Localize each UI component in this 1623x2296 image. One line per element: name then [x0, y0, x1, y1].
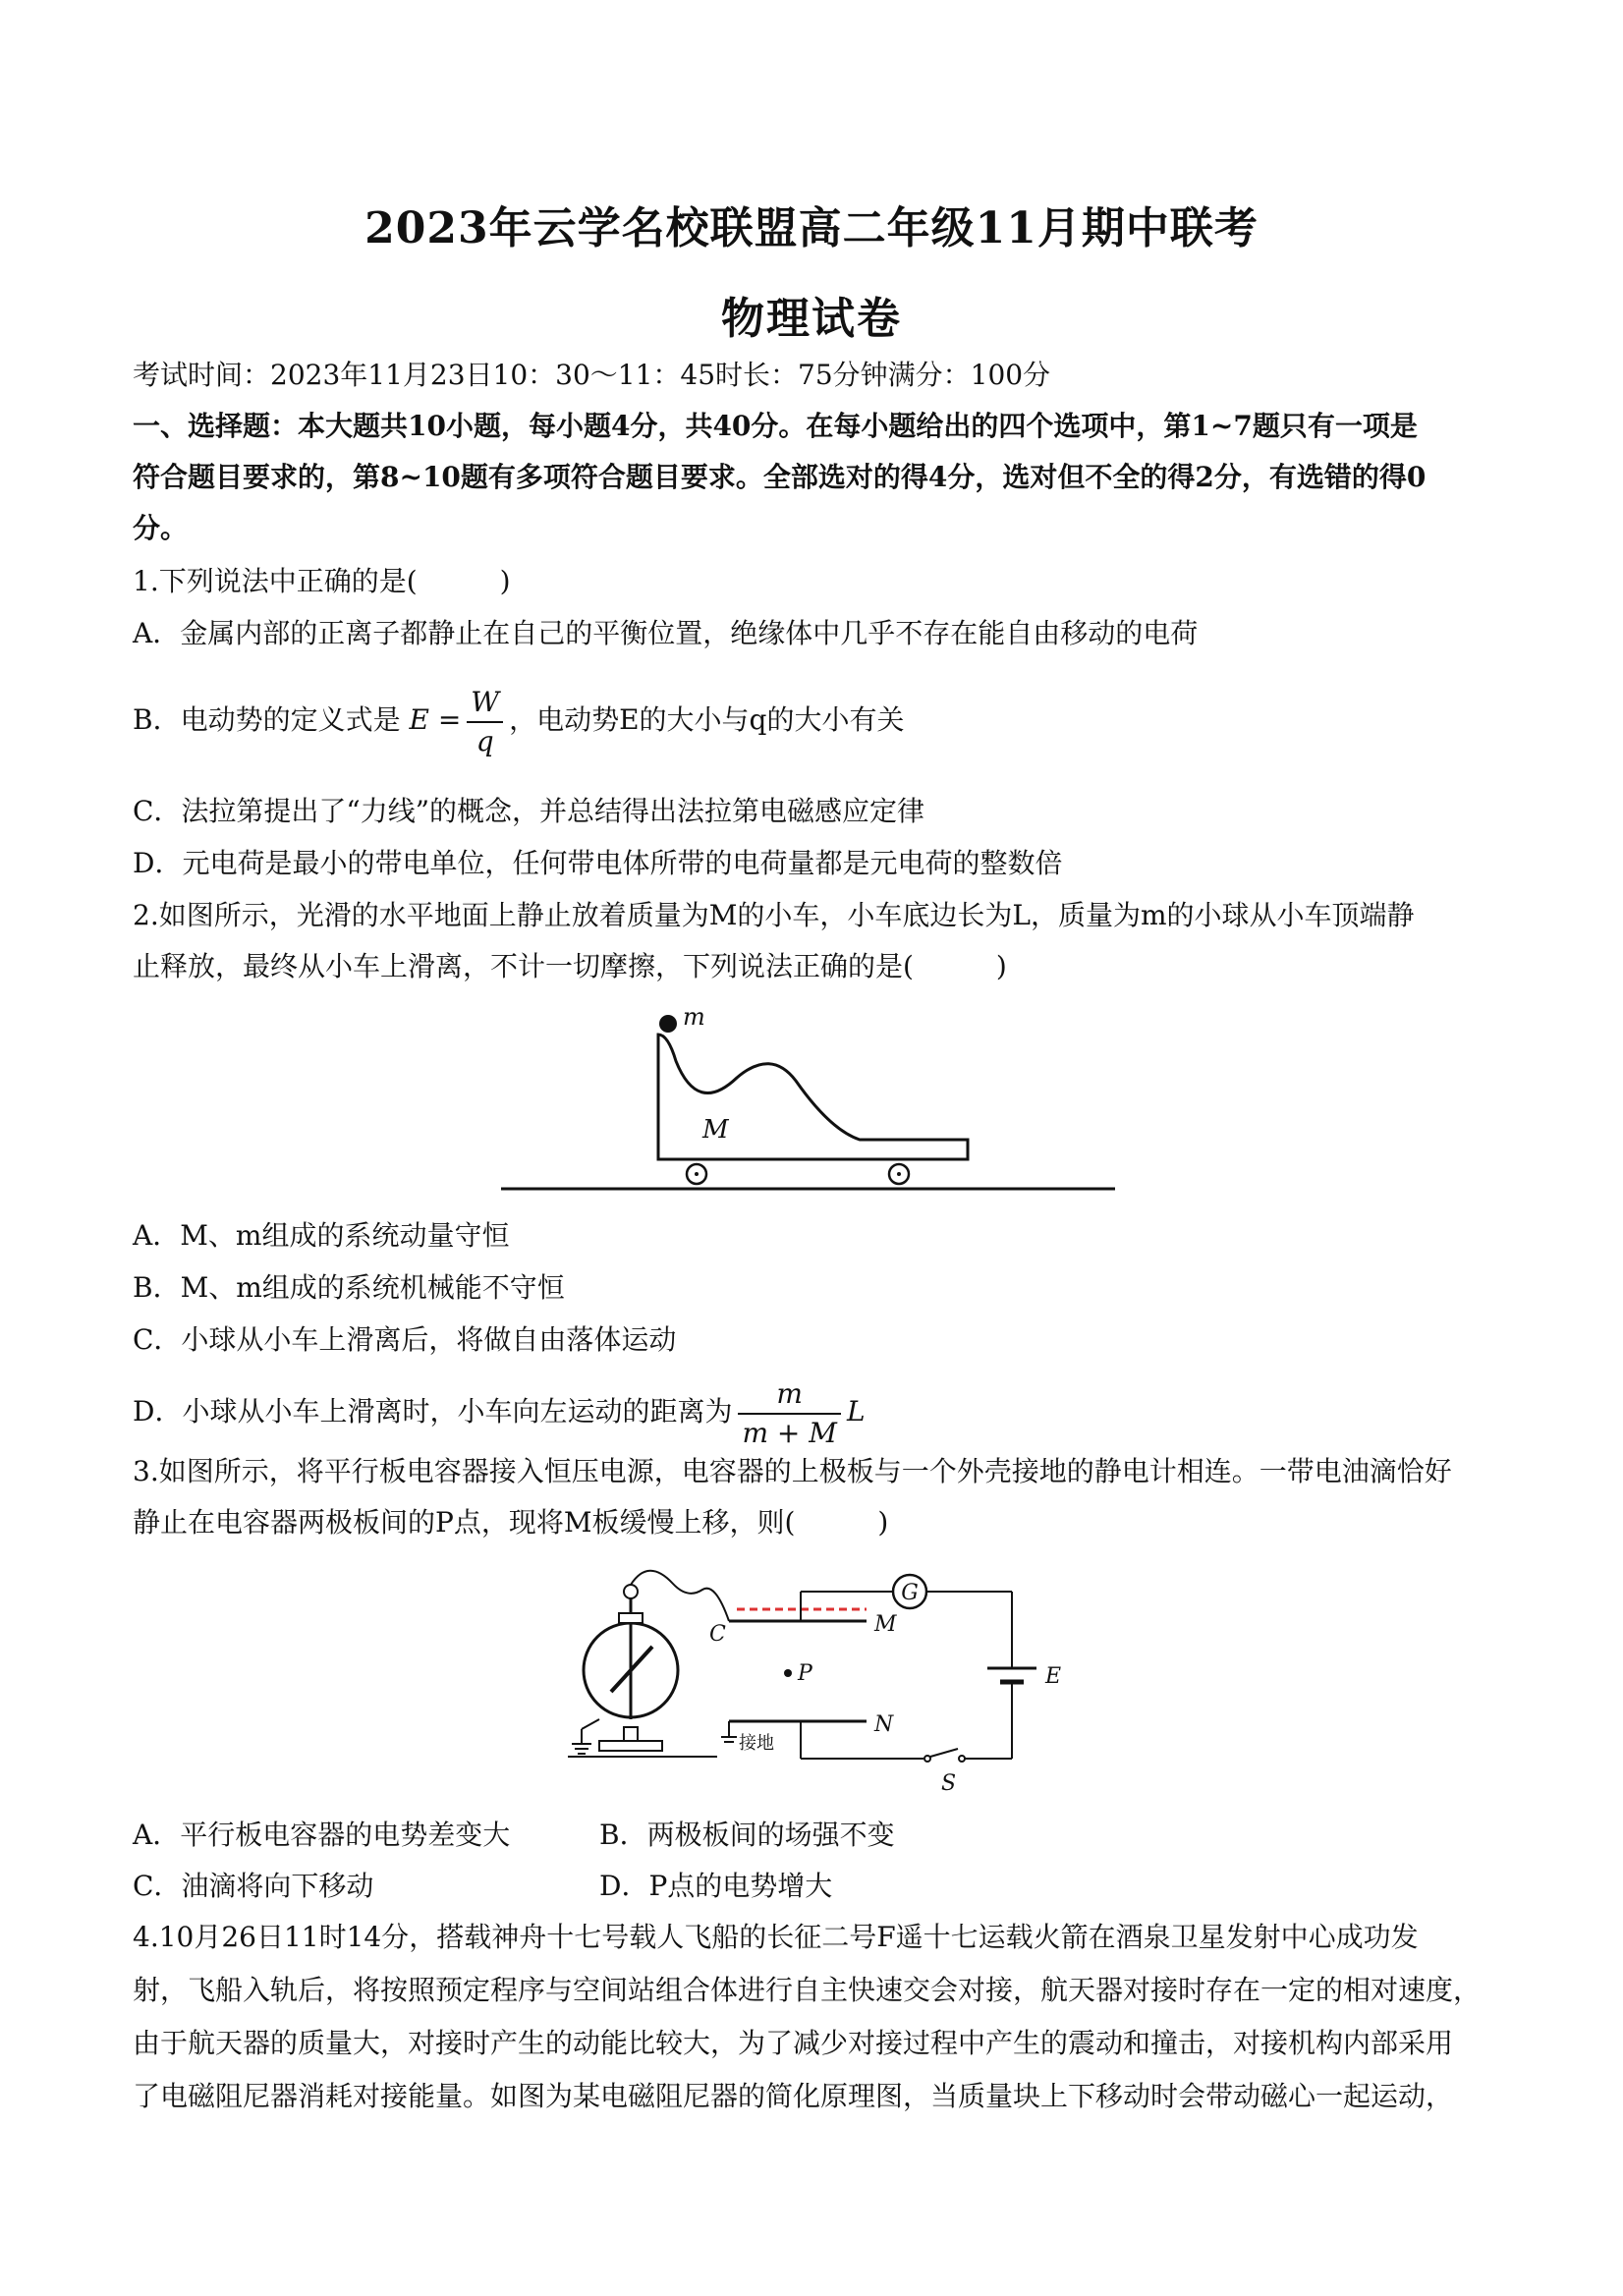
question-2-stem-line-2: 止释放，最终从小车上滑离，不计一切摩擦，下列说法正确的是( ): [133, 950, 1007, 982]
capacitor-circuit-diagram: [560, 1562, 1071, 1808]
exam-info: 考试时间：2023年11月23日10：30～11：45时长：75分钟满分：100分: [133, 359, 1051, 391]
cart-ball-diagram: [501, 1007, 1120, 1204]
section-1-instructions-line-2: 符合题目要求的，第8~10题有多项符合题目要求。全部选对的得4分，选对但不全的得2分，有选错的得0: [133, 461, 1427, 493]
plate-m-label: M: [874, 1612, 897, 1637]
distance-fraction: $\frac{m}{m + M}$: [738, 1375, 840, 1452]
question-1-option-b: B．电动势的定义式是 E = $\frac{W}{q}$ ，电动势E的大小与q的大小有关: [133, 676, 1508, 764]
question-3-option-b: B．两极板间的场强不变: [599, 1819, 895, 1851]
question-3-stem-line-1: 3.如图所示，将平行板电容器接入恒压电源，电容器的上极板与一个外壳接地的静电计相连。一带电油滴恰好: [133, 1455, 1452, 1487]
question-2-option-a: A．M、m组成的系统动量守恒: [133, 1219, 510, 1252]
question-1-stem: 1.下列说法中正确的是( ): [133, 565, 511, 597]
switch-label: S: [941, 1771, 957, 1796]
emf-fraction: $\frac{W}{q}$: [467, 684, 503, 760]
question-4-stem-line-2: 射，飞船入轨后，将按照预定程序与空间站组合体进行自主快速交会对接，航天器对接时存在一定的相对速度，: [133, 1974, 1482, 2006]
question-1-option-c: C．法拉第提出了“力线”的概念，并总结得出法拉第电磁感应定律: [133, 795, 925, 827]
question-4-stem-line-1: 4.10月26日11时14分，搭载神舟十七号载人飞船的长征二号F遥十七运载火箭在酒泉卫星发射中心成功发: [133, 1921, 1419, 1953]
ground-label: 接地: [739, 1733, 774, 1754]
question-2-option-b: B．M、m组成的系统机械能不守恒: [133, 1271, 565, 1304]
exam-subject: 物理试卷: [721, 294, 902, 344]
question-3-stem-line-2: 静止在电容器两极板间的P点，现将M板缓慢上移，则( ): [133, 1506, 889, 1539]
ball-mass-label: m: [683, 1007, 705, 1031]
question-4-stem-line-4: 了电磁阻尼器消耗对接能量。如图为某电磁阻尼器的简化原理图，当质量块上下移动时会带动磁心一起运动，: [133, 2080, 1454, 2112]
question-1-option-d: D．元电荷是最小的带电单位，任何带电体所带的电荷量都是元电荷的整数倍: [133, 847, 1063, 879]
question-2-option-d: D．小球从小车上滑离时，小车向左运动的距离为 $\frac{m}{m + M}$ L: [133, 1368, 1508, 1456]
question-2-stem-line-1: 2.如图所示，光滑的水平地面上静止放着质量为M的小车，小车底边长为L，质量为m的小球从小车顶端静: [133, 899, 1415, 931]
battery-label: E: [1045, 1664, 1062, 1689]
point-p-label: P: [798, 1661, 812, 1686]
exam-title: 2023年云学名校联盟高二年级11月期中联考: [364, 203, 1259, 253]
plate-c-label: C: [709, 1622, 726, 1647]
question-1-option-a: A．金属内部的正离子都静止在自己的平衡位置，绝缘体中几乎不存在能自由移动的电荷: [133, 617, 1199, 649]
plate-n-label: N: [874, 1712, 894, 1737]
question-3-option-c: C．油滴将向下移动: [133, 1870, 374, 1902]
question-4-stem-line-3: 由于航天器的质量大，对接时产生的动能比较大，为了减少对接过程中产生的震动和撞击，对接机构内部采用: [133, 2027, 1454, 2059]
section-1-instructions-line-1: 一、选择题：本大题共10小题，每小题4分，共40分。在每小题给出的四个选项中，第1~7题只有一项是: [133, 410, 1418, 442]
cart-mass-label: M: [702, 1115, 729, 1145]
question-3-option-a: A．平行板电容器的电势差变大: [133, 1819, 511, 1851]
galvanometer-label: G: [901, 1581, 919, 1605]
question-2-option-c: C．小球从小车上滑离后，将做自由落体运动: [133, 1323, 677, 1356]
question-3-option-d: D．P点的电势增大: [599, 1870, 833, 1902]
section-1-instructions-line-3: 分。: [133, 512, 189, 544]
